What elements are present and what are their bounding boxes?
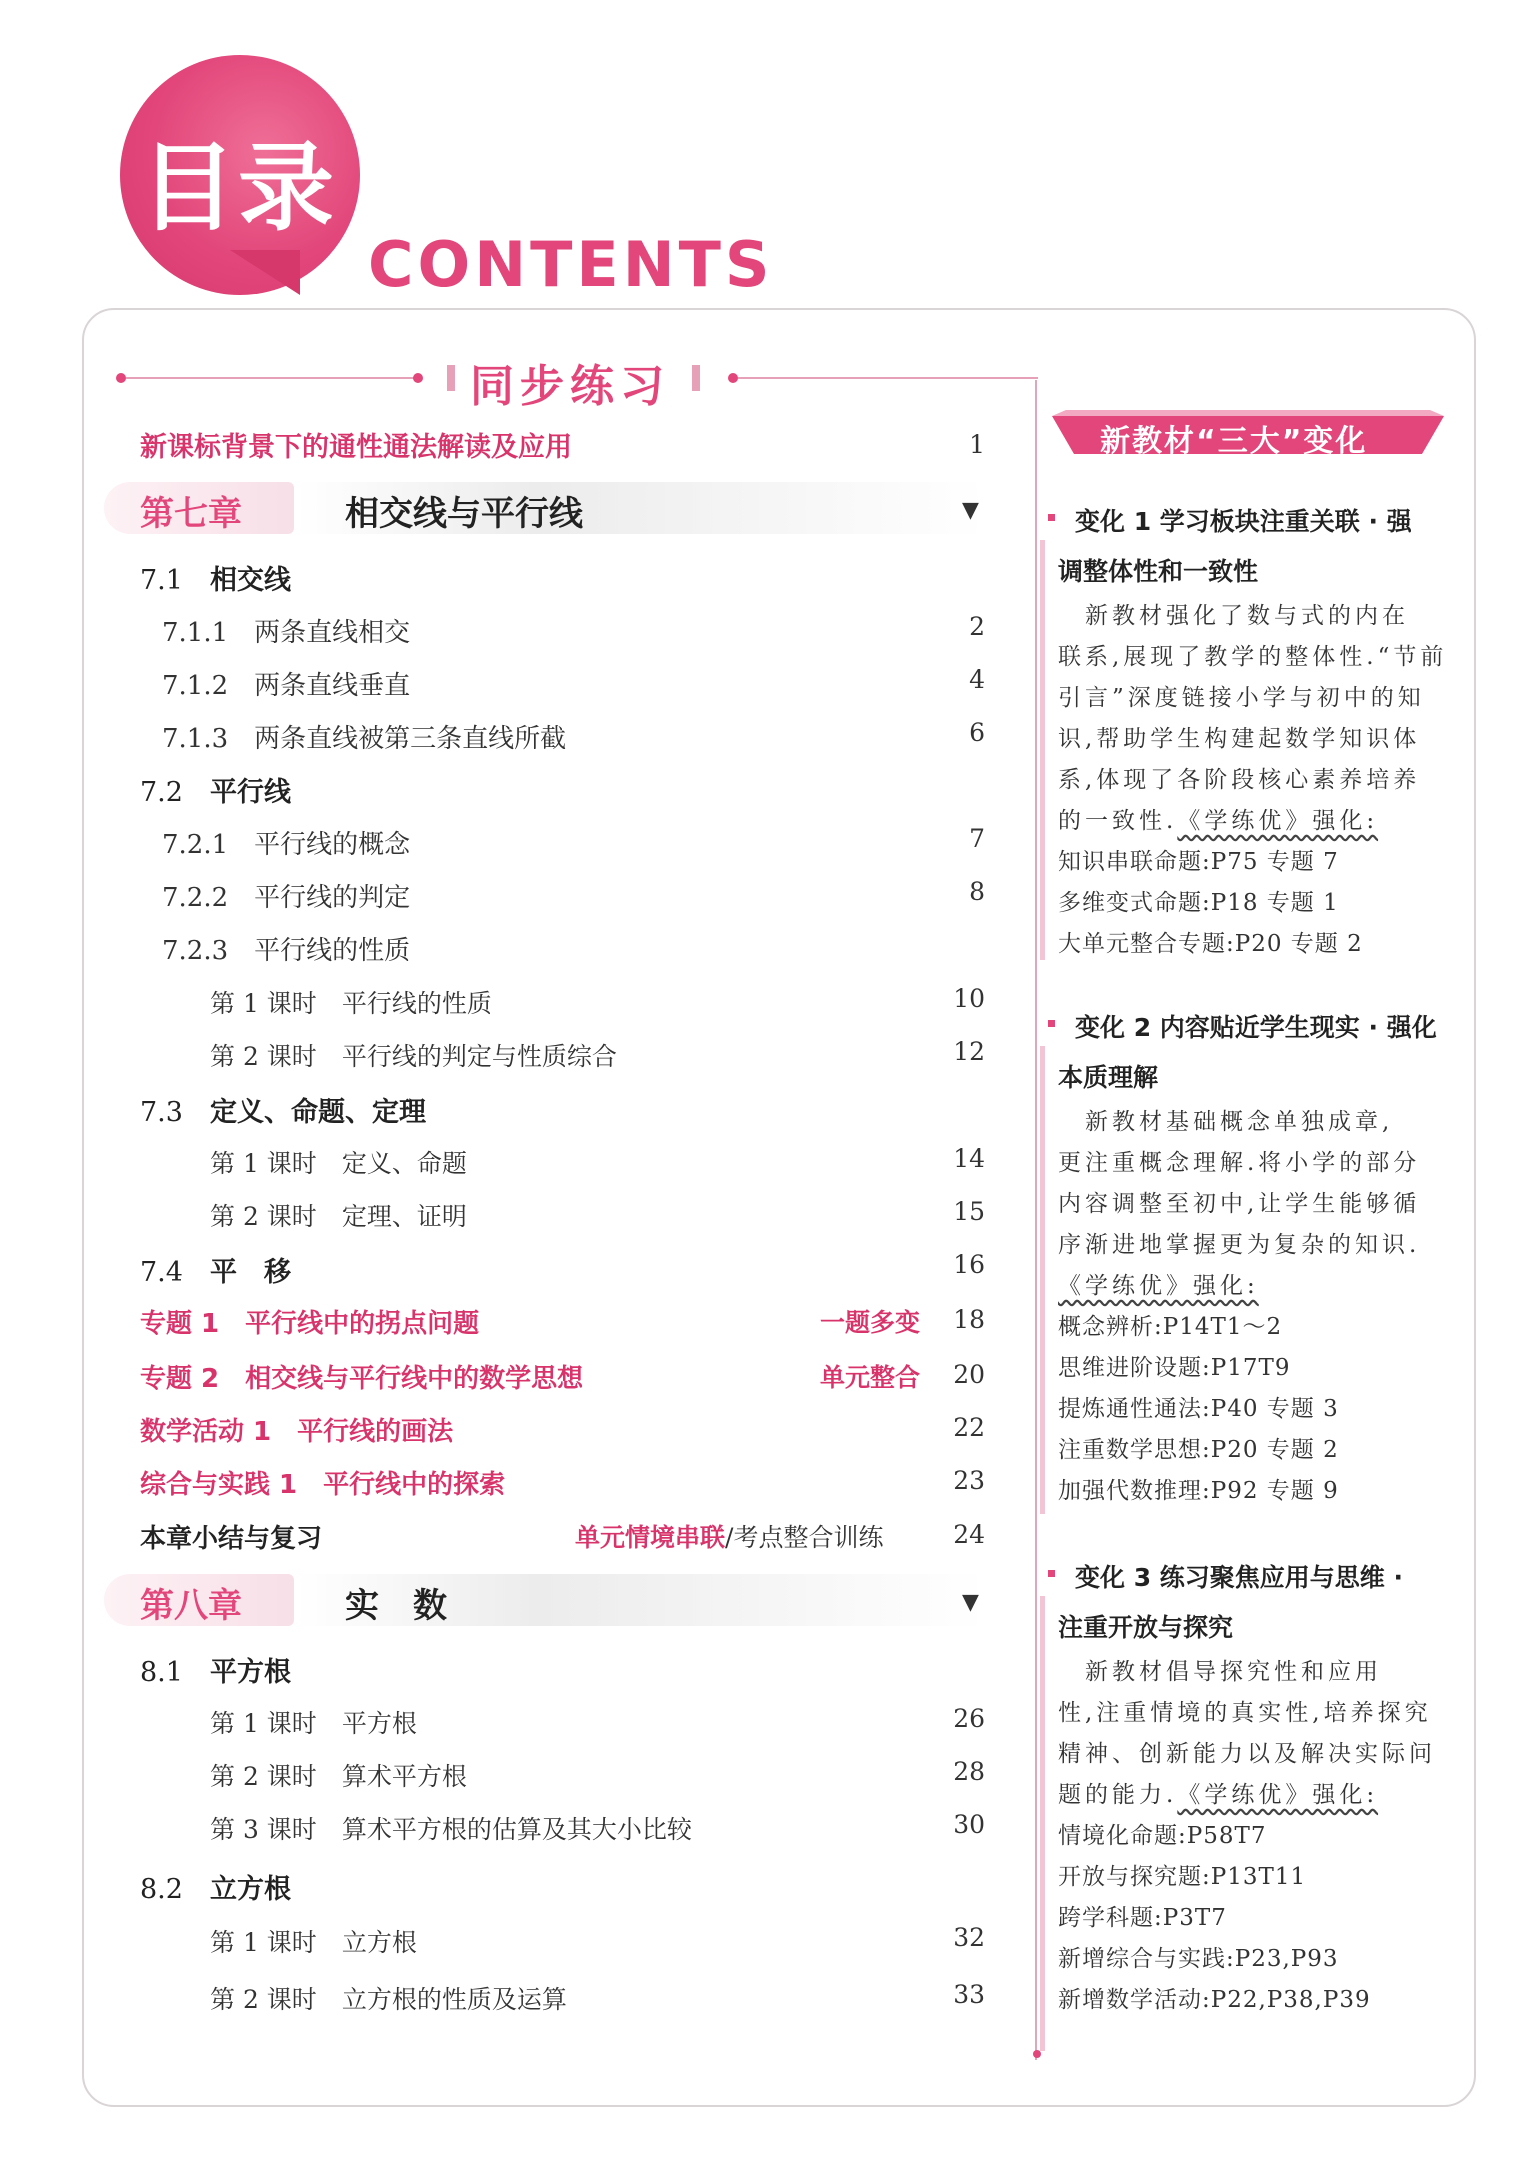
change-3-item: 新增综合与实践:P23,P93 xyxy=(1058,1946,1339,1972)
page-number: 14 xyxy=(953,1144,985,1173)
change-1-body-line: 引言”深度链接小学与初中的知 xyxy=(1058,685,1425,711)
toc-subsection[interactable]: 7.2.3 平行线的性质 xyxy=(162,936,411,966)
chapter8-title[interactable]: 实 数 xyxy=(345,1586,447,1626)
page-number: 7 xyxy=(969,824,985,853)
change-2-body-line: 内容调整至初中,让学生能够循 xyxy=(1058,1191,1421,1217)
change-1-item: 多维变式命题:P18 专题 1 xyxy=(1058,890,1339,916)
toc-lesson[interactable]: 第 2 课时 平行线的判定与性质综合 xyxy=(210,1042,617,1071)
change-3-rule xyxy=(1040,1596,1045,2051)
change-2-rule xyxy=(1040,1046,1045,1514)
topic-2-tag: 单元整合 xyxy=(820,1363,921,1392)
toc-subsection[interactable]: 7.1.3 两条直线被第三条直线所截 xyxy=(162,724,567,754)
topic-2-link[interactable]: 专题 2 相交线与平行线中的数学思想 xyxy=(140,1364,584,1394)
change-3-item: 情境化命题:P58T7 xyxy=(1058,1823,1267,1849)
toc-lesson[interactable]: 第 2 课时 定理、证明 xyxy=(210,1202,467,1231)
toc-section[interactable]: 7.4 平 移 xyxy=(140,1257,291,1288)
change-2-heading-2: 本质理解 xyxy=(1058,1063,1159,1092)
change-2-body-line: 更注重概念理解.将小学的部分 xyxy=(1058,1150,1421,1176)
chevron-down-icon: ▼ xyxy=(962,498,979,523)
toc-lesson[interactable]: 第 1 课时 平行线的性质 xyxy=(210,989,492,1018)
page-number: 23 xyxy=(953,1466,985,1495)
page-number: 1 xyxy=(969,430,985,459)
section-bar-right xyxy=(692,365,700,391)
page-number: 33 xyxy=(953,1980,985,2009)
change-2-item: 思维进阶设题:P17T9 xyxy=(1058,1355,1291,1381)
change-2-item: 加强代数推理:P92 专题 9 xyxy=(1058,1478,1339,1504)
page-number: 28 xyxy=(953,1757,985,1786)
section-line-left xyxy=(126,377,416,379)
page-number: 32 xyxy=(953,1923,985,1952)
chapter8-label[interactable]: 第八章 xyxy=(140,1586,242,1626)
change-1-rule xyxy=(1040,540,1045,960)
change-1-marker xyxy=(1048,514,1055,521)
change-1-item: 知识串联命题:P75 专题 7 xyxy=(1058,849,1339,875)
chapter-review-link[interactable]: 本章小结与复习 xyxy=(140,1524,323,1554)
chapter7-label[interactable]: 第七章 xyxy=(140,494,242,534)
toc-subsection[interactable]: 7.1.2 两条直线垂直 xyxy=(162,671,411,701)
toc-lesson[interactable]: 第 1 课时 平方根 xyxy=(210,1709,417,1738)
page-number: 2 xyxy=(969,612,985,641)
page-number: 30 xyxy=(953,1810,985,1839)
page-number: 22 xyxy=(953,1413,985,1442)
page-number: 18 xyxy=(953,1305,985,1334)
change-3-body-line: 性,注重情境的真实性,培养探究 xyxy=(1058,1700,1432,1726)
toc-section[interactable]: 7.1 相交线 xyxy=(140,565,291,596)
change-3-body-line: 新教材倡导探究性和应用 xyxy=(1058,1659,1382,1685)
change-2-item: 概念辨析:P14T1～2 xyxy=(1058,1314,1283,1340)
change-3-heading: 变化 3 练习聚焦应用与思维 · xyxy=(1075,1563,1404,1592)
page-number: 20 xyxy=(953,1360,985,1389)
page-number: 15 xyxy=(953,1197,985,1226)
toc-lesson[interactable]: 第 2 课时 立方根的性质及运算 xyxy=(210,1985,567,2014)
change-3-heading-2: 注重开放与探究 xyxy=(1058,1613,1234,1642)
change-3-item: 开放与探究题:P13T11 xyxy=(1058,1864,1307,1890)
topic-1-tag: 一题多变 xyxy=(820,1308,921,1337)
intro-link[interactable]: 新课标背景下的通性通法解读及应用 xyxy=(140,432,572,463)
change-3-item: 跨学科题:P3T7 xyxy=(1058,1905,1227,1931)
change-2-marker xyxy=(1048,1020,1055,1027)
change-3-marker xyxy=(1048,1570,1055,1577)
activity-1-link[interactable]: 数学活动 1 平行线的画法 xyxy=(140,1417,454,1447)
change-1-body-line: 系,体现了各阶段核心素养培养 xyxy=(1058,767,1421,793)
chevron-down-icon: ▼ xyxy=(962,1590,979,1615)
change-1-body-line: 识,帮助学生构建起数学知识体 xyxy=(1058,726,1421,752)
change-2-emphasis: 《学练优》强化: xyxy=(1058,1273,1259,1299)
page-number: 4 xyxy=(969,665,985,694)
section-dot-right xyxy=(728,373,738,383)
sidebar-banner-text: 新教材“三大”变化 xyxy=(1100,424,1368,459)
toc-section[interactable]: 8.2 立方根 xyxy=(140,1874,291,1905)
section-title: 同步练习 xyxy=(470,361,670,412)
change-2-item: 注重数学思想:P20 专题 2 xyxy=(1058,1437,1339,1463)
change-3-body-line: 精神、创新能力以及解决实际问 xyxy=(1058,1741,1436,1767)
change-2-item: 提炼通性通法:P40 专题 3 xyxy=(1058,1396,1339,1422)
page-number: 16 xyxy=(953,1250,985,1279)
change-1-body-line: 联系,展现了教学的整体性.“节前 xyxy=(1058,644,1448,670)
section-bar-left xyxy=(447,365,455,391)
page-number: 8 xyxy=(969,877,985,906)
change-1-item: 大单元整合专题:P20 专题 2 xyxy=(1058,931,1363,957)
divider-end-dot xyxy=(1033,2050,1041,2058)
page-number: 26 xyxy=(953,1704,985,1733)
change-1-heading: 变化 1 学习板块注重关联 · 强 xyxy=(1075,507,1412,536)
toc-lesson[interactable]: 第 2 课时 算术平方根 xyxy=(210,1762,467,1791)
practice-1-link[interactable]: 综合与实践 1 平行线中的探索 xyxy=(140,1470,506,1500)
toc-subsection[interactable]: 7.1.1 两条直线相交 xyxy=(162,618,411,648)
review-tags: 单元情境串联/考点整合训练 xyxy=(575,1523,884,1552)
change-3-body-line: 题的能力.《学练优》强化: xyxy=(1058,1782,1379,1808)
page-number: 24 xyxy=(953,1520,985,1549)
toc-section[interactable]: 8.1 平方根 xyxy=(140,1657,291,1688)
page-number: 10 xyxy=(953,984,985,1013)
page-number: 6 xyxy=(969,718,985,747)
contents-heading: CONTENTS xyxy=(368,228,774,301)
change-2-heading: 变化 2 内容贴近学生现实 · 强化 xyxy=(1075,1013,1437,1042)
toc-subsection[interactable]: 7.2.2 平行线的判定 xyxy=(162,883,411,913)
change-2-body-line: 序渐进地掌握更为复杂的知识. xyxy=(1058,1232,1421,1258)
section-dot-left xyxy=(116,373,126,383)
change-1-body-line: 的一致性.《学练优》强化: xyxy=(1058,808,1379,834)
toc-lesson[interactable]: 第 1 课时 立方根 xyxy=(210,1928,417,1957)
section-dot-left-inner xyxy=(413,373,423,383)
toc-subsection[interactable]: 7.2.1 平行线的概念 xyxy=(162,830,411,860)
logo-badge-tail xyxy=(230,250,300,295)
toc-section[interactable]: 7.3 定义、命题、定理 xyxy=(140,1097,426,1128)
chapter7-title[interactable]: 相交线与平行线 xyxy=(345,494,583,534)
toc-section[interactable]: 7.2 平行线 xyxy=(140,777,291,808)
change-1-heading-2: 调整体性和一致性 xyxy=(1058,557,1259,586)
change-2-body-line: 新教材基础概念单独成章, xyxy=(1058,1109,1394,1135)
change-3-item: 新增数学活动:P22,P38,P39 xyxy=(1058,1987,1371,2013)
toc-lesson[interactable]: 第 3 课时 算术平方根的估算及其大小比较 xyxy=(210,1815,692,1844)
column-divider xyxy=(1035,380,1037,2060)
section-line-right xyxy=(738,377,1038,379)
change-1-body-line: 新教材强化了数与式的内在 xyxy=(1058,603,1409,629)
toc-lesson[interactable]: 第 1 课时 定义、命题 xyxy=(210,1149,467,1178)
logo-text: 目录 xyxy=(140,132,336,244)
page-number: 12 xyxy=(953,1037,985,1066)
topic-1-link[interactable]: 专题 1 平行线中的拐点问题 xyxy=(140,1309,480,1339)
